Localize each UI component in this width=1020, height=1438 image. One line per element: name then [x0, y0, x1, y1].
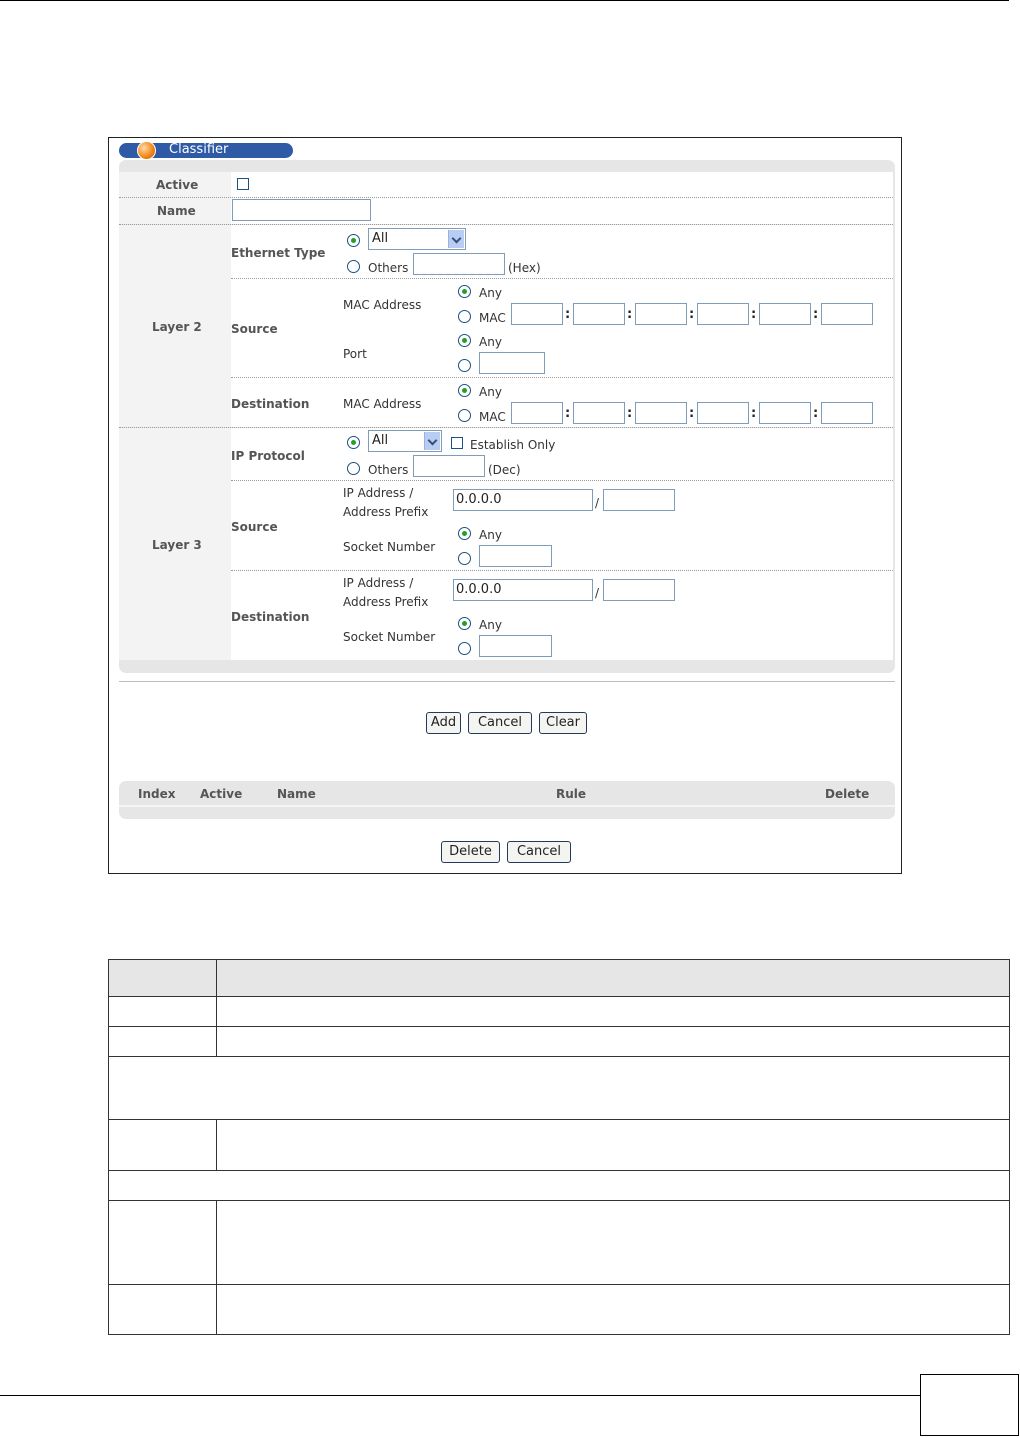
table-cell [109, 1171, 1010, 1201]
source-port-any-radio[interactable] [458, 334, 471, 347]
destination-prefix-input[interactable] [603, 579, 675, 601]
layer2-label: Layer 2 [152, 320, 202, 334]
source-mac-label: MAC [479, 311, 506, 325]
row-separator [231, 570, 893, 571]
destination-mac-octet-4[interactable] [697, 402, 749, 424]
list-header-index: Index [138, 787, 176, 801]
page-top-rule [0, 0, 1009, 1]
list-header-divider [119, 805, 895, 807]
table-cell [217, 1120, 1010, 1171]
ip-protocol-selected-value: All [372, 433, 389, 448]
table-cell [217, 1201, 1010, 1285]
establish-only-checkbox[interactable] [451, 437, 463, 449]
destination-mac-any-radio[interactable] [458, 384, 471, 397]
destination-ip-address-label: IP Address / [343, 576, 414, 590]
source-mac-octet-6[interactable] [821, 303, 873, 325]
ethernet-type-select[interactable] [368, 228, 466, 250]
table-cell [109, 960, 217, 997]
prefix-separator: / [595, 586, 600, 600]
table-row [109, 1027, 1010, 1057]
source-socket-input[interactable] [479, 545, 552, 567]
source-address-prefix-label: Address Prefix [343, 505, 429, 519]
ethernet-type-all-radio[interactable] [347, 234, 360, 247]
row-separator [119, 197, 893, 198]
destination-ip-address-input[interactable]: 0.0.0.0 [453, 579, 593, 601]
table-row [109, 997, 1010, 1027]
content-layer2 [231, 225, 893, 427]
ip-protocol-select[interactable] [368, 430, 442, 452]
mac-separator: : [565, 406, 571, 421]
table-cell [109, 1285, 217, 1335]
mac-separator: : [751, 406, 757, 421]
table-cell [109, 1027, 217, 1057]
table-cell [217, 960, 1010, 997]
destination-mac-octet-6[interactable] [821, 402, 873, 424]
ip-protocol-others-input[interactable] [413, 455, 485, 477]
chevron-down-icon[interactable] [424, 432, 440, 450]
active-checkbox[interactable] [237, 178, 249, 190]
ethernet-type-label: Ethernet Type [231, 246, 326, 260]
layer2-destination-label: Destination [231, 397, 310, 411]
row-separator [119, 224, 893, 225]
list-cancel-button[interactable]: Cancel [507, 841, 571, 863]
source-socket-any-radio[interactable] [458, 527, 471, 540]
destination-mac-octet-5[interactable] [759, 402, 811, 424]
source-port-label: Port [343, 347, 367, 361]
ip-protocol-all-radio[interactable] [347, 436, 360, 449]
list-header-active: Active [200, 787, 243, 801]
table-cell [109, 1057, 1010, 1120]
destination-mac-octet-3[interactable] [635, 402, 687, 424]
ethernet-type-others-input[interactable] [413, 253, 505, 275]
cancel-button[interactable]: Cancel [468, 712, 532, 734]
name-input[interactable] [232, 199, 371, 221]
destination-socket-any-label: Any [479, 618, 502, 632]
page-number-box [920, 1374, 1019, 1436]
mac-separator: : [813, 406, 819, 421]
ip-protocol-label: IP Protocol [231, 449, 305, 463]
establish-only-label: Establish Only [470, 438, 556, 452]
ip-protocol-others-label: Others [368, 463, 409, 477]
dec-label: (Dec) [488, 463, 521, 477]
source-mac-octet-1[interactable] [511, 303, 563, 325]
mac-separator: : [627, 406, 633, 421]
source-mac-octet-3[interactable] [635, 303, 687, 325]
field-description-table [108, 959, 1010, 1335]
ip-protocol-others-radio[interactable] [347, 462, 360, 475]
destination-mac-radio[interactable] [458, 409, 471, 422]
ethernet-type-selected-value: All [372, 231, 389, 246]
destination-mac-octet-2[interactable] [573, 402, 625, 424]
orb-icon [137, 141, 156, 160]
destination-address-prefix-label: Address Prefix [343, 595, 429, 609]
destination-socket-input[interactable] [479, 635, 552, 657]
source-port-input[interactable] [479, 352, 545, 374]
layer3-label: Layer 3 [152, 538, 202, 552]
destination-mac-label: MAC [479, 410, 506, 424]
destination-mac-octet-1[interactable] [511, 402, 563, 424]
page-title: Classifier [169, 142, 229, 157]
source-mac-radio[interactable] [458, 310, 471, 323]
destination-socket-any-radio[interactable] [458, 617, 471, 630]
mac-separator: : [689, 406, 695, 421]
mac-separator: : [813, 307, 819, 322]
source-socket-number-label: Socket Number [343, 540, 436, 554]
delete-button[interactable]: Delete [441, 841, 500, 863]
row-separator [119, 427, 893, 428]
layer3-destination-label: Destination [231, 610, 310, 624]
page-bottom-rule [0, 1395, 920, 1396]
table-row [109, 1171, 1010, 1201]
active-label: Active [156, 178, 199, 192]
mac-separator: : [689, 307, 695, 322]
destination-mac-address-label: MAC Address [343, 397, 422, 411]
table-header-row [109, 960, 1010, 997]
hex-label: (Hex) [508, 261, 541, 275]
table-row [109, 1285, 1010, 1335]
source-socket-any-label: Any [479, 528, 502, 542]
ethernet-type-others-radio[interactable] [347, 260, 360, 273]
table-cell [109, 1201, 217, 1285]
source-prefix-input[interactable] [603, 489, 675, 511]
mac-separator: : [751, 307, 757, 322]
row-separator [231, 278, 893, 279]
source-mac-octet-4[interactable] [697, 303, 749, 325]
name-label: Name [157, 204, 196, 218]
destination-socket-radio[interactable] [458, 642, 471, 655]
content-layer3 [231, 428, 893, 660]
list-header-delete: Delete [825, 787, 870, 801]
mac-separator: : [627, 307, 633, 322]
table-cell [109, 1120, 217, 1171]
row-separator [231, 480, 893, 481]
title-bar [119, 143, 293, 158]
table-row [109, 1201, 1010, 1285]
table-row [109, 1120, 1010, 1171]
section-divider [119, 681, 895, 682]
clear-button[interactable]: Clear [539, 712, 587, 734]
list-header-rule: Rule [556, 787, 587, 801]
source-mac-octet-2[interactable] [573, 303, 625, 325]
source-ip-address-label: IP Address / [343, 486, 414, 500]
source-mac-address-label: MAC Address [343, 298, 422, 312]
mac-separator: : [565, 307, 571, 322]
source-port-any-label: Any [479, 335, 502, 349]
source-port-radio[interactable] [458, 359, 471, 372]
table-cell [217, 1027, 1010, 1057]
add-button[interactable]: Add [426, 712, 461, 734]
source-ip-address-input[interactable]: 0.0.0.0 [453, 489, 593, 511]
source-socket-radio[interactable] [458, 552, 471, 565]
layer2-source-label: Source [231, 322, 278, 336]
ethernet-type-others-label: Others [368, 261, 409, 275]
prefix-separator: / [595, 496, 600, 510]
source-mac-octet-5[interactable] [759, 303, 811, 325]
row-separator [231, 377, 893, 378]
destination-socket-number-label: Socket Number [343, 630, 436, 644]
source-mac-any-label: Any [479, 286, 502, 300]
destination-mac-any-label: Any [479, 385, 502, 399]
source-mac-any-radio[interactable] [458, 285, 471, 298]
table-cell [217, 997, 1010, 1027]
table-cell [217, 1285, 1010, 1335]
table-row [109, 1057, 1010, 1120]
chevron-down-icon[interactable] [448, 230, 464, 248]
table-cell [109, 997, 217, 1027]
layer3-source-label: Source [231, 520, 278, 534]
list-header-name: Name [277, 787, 316, 801]
